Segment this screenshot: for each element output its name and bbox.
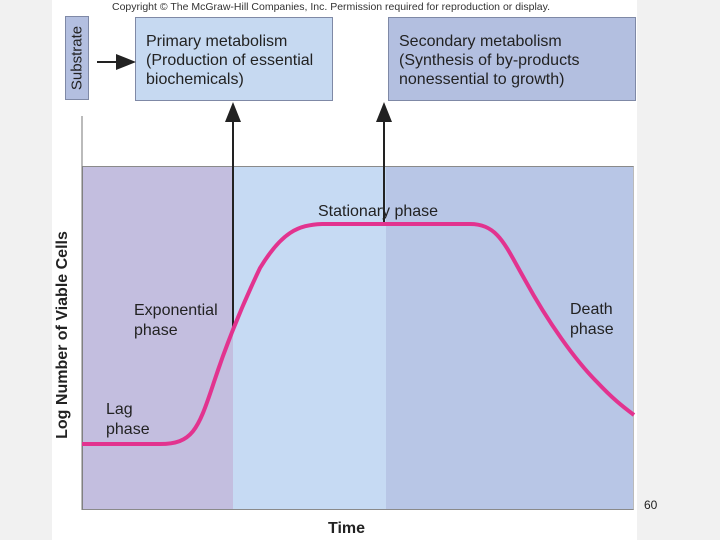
x-axis-label: Time <box>328 520 366 537</box>
y-axis-label: Log Number of Viable Cells <box>54 231 71 439</box>
stationary-phase-label: Stationary phase <box>318 203 439 220</box>
copyright-notice: Copyright © The McGraw-Hill Companies, Inc. Permission required for reproduction or display. <box>112 1 551 13</box>
exponential-phase-label-line-2: phase <box>134 322 178 339</box>
primary-metabolism-desc-2: biochemicals) <box>146 71 244 88</box>
exponential-phase-label-line-1: Exponential <box>134 302 218 319</box>
primary-metabolism-desc-1: (Production of essential <box>146 52 314 69</box>
substrate-label: Substrate <box>68 25 86 91</box>
death-phase-label-line-1: Death <box>570 301 613 318</box>
exponential-phase-label <box>134 301 218 341</box>
lag-phase-label <box>106 400 150 440</box>
secondary-metabolism-title: Secondary metabolism <box>399 33 562 50</box>
page-number: 60 <box>644 498 658 512</box>
lag-phase-label-line-1: Lag <box>106 401 133 418</box>
death-phase-label <box>570 300 614 340</box>
secondary-metabolism-desc-1: (Synthesis of by-products <box>399 52 580 69</box>
primary-metabolism-title: Primary metabolism <box>146 33 288 50</box>
lag-phase-label-line-2: phase <box>106 421 150 438</box>
secondary-metabolism-desc-2: nonessential to growth) <box>399 71 565 88</box>
death-phase-label-line-2: phase <box>570 321 614 338</box>
